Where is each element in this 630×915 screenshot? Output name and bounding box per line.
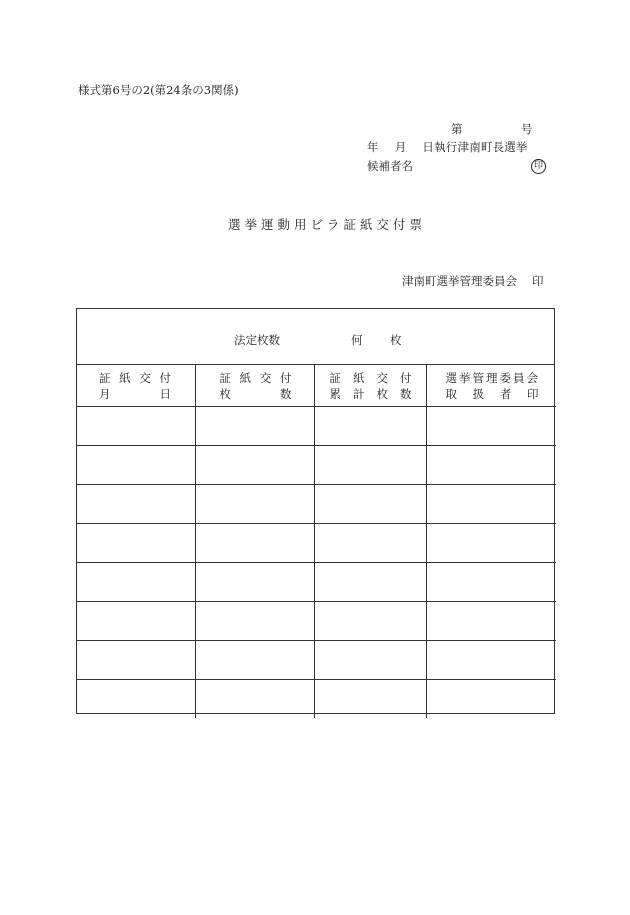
cell-handler-seal[interactable]	[426, 445, 556, 484]
col-handler-header: 選挙管理委員会 取 扱 者 印	[426, 365, 556, 406]
cell-count[interactable]	[195, 484, 314, 523]
cell-handler-seal[interactable]	[426, 562, 556, 601]
date-day-election: 日執行津南町長選挙	[422, 140, 528, 154]
cell-cumulative[interactable]	[314, 484, 426, 523]
cell-count[interactable]	[195, 601, 314, 640]
col-cumulative-header: 証 紙 交 付 累 計 枚 数	[314, 365, 426, 406]
cell-count[interactable]	[195, 445, 314, 484]
cell-cumulative[interactable]	[314, 523, 426, 562]
issuer-name: 津南町選挙管理委員会	[402, 274, 517, 288]
form-reference: 様式第6号の2(第24条の3関係)	[78, 83, 239, 97]
number-suffix: 号	[521, 122, 533, 136]
issuance-grid	[77, 365, 556, 718]
table-row	[77, 406, 556, 445]
issuer-seal: 印	[532, 274, 544, 288]
candidate-seal-mark: 印	[531, 159, 546, 174]
table-row	[77, 445, 556, 484]
document-title: 選挙運動用ビラ証紙交付票	[228, 217, 427, 232]
legal-count-row	[77, 309, 554, 365]
cell-cumulative[interactable]	[314, 601, 426, 640]
table-row	[77, 679, 556, 718]
cell-handler-seal[interactable]	[426, 523, 556, 562]
cell-cumulative[interactable]	[314, 679, 426, 718]
cell-date[interactable]	[77, 406, 195, 445]
cell-cumulative[interactable]	[314, 445, 426, 484]
col-count-header: 証 紙 交 付 枚 数	[195, 365, 314, 406]
cell-handler-seal[interactable]	[426, 679, 556, 718]
cell-date[interactable]	[77, 445, 195, 484]
legal-count-unit: 枚	[390, 333, 402, 347]
cell-handler-seal[interactable]	[426, 406, 556, 445]
legal-count-label: 法定枚数	[234, 333, 280, 347]
date-month: 月	[394, 140, 407, 154]
cell-count[interactable]	[195, 523, 314, 562]
table-row	[77, 601, 556, 640]
cell-handler-seal[interactable]	[426, 484, 556, 523]
table-row	[77, 484, 556, 523]
number-prefix: 第	[451, 122, 463, 136]
legal-count-value: 何	[351, 333, 363, 347]
cell-date[interactable]	[77, 484, 195, 523]
table-row	[77, 640, 556, 679]
cell-cumulative[interactable]	[314, 406, 426, 445]
election-date-line	[367, 142, 528, 154]
cell-handler-seal[interactable]	[426, 640, 556, 679]
candidate-name-label: 候補者名	[367, 159, 413, 173]
cell-count[interactable]	[195, 640, 314, 679]
col-date-header: 証 紙 交 付 月 日	[77, 365, 195, 406]
header-row	[77, 365, 556, 406]
table-row	[77, 562, 556, 601]
cell-date[interactable]	[77, 679, 195, 718]
table-row	[77, 523, 556, 562]
cell-date[interactable]	[77, 601, 195, 640]
cell-date[interactable]	[77, 562, 195, 601]
cell-count[interactable]	[195, 679, 314, 718]
date-year: 年	[367, 140, 379, 154]
cell-count[interactable]	[195, 562, 314, 601]
certificate-issuance-table	[76, 308, 555, 714]
cell-count[interactable]	[195, 406, 314, 445]
cell-cumulative[interactable]	[314, 562, 426, 601]
cell-date[interactable]	[77, 523, 195, 562]
cell-cumulative[interactable]	[314, 640, 426, 679]
cell-date[interactable]	[77, 640, 195, 679]
cell-handler-seal[interactable]	[426, 601, 556, 640]
